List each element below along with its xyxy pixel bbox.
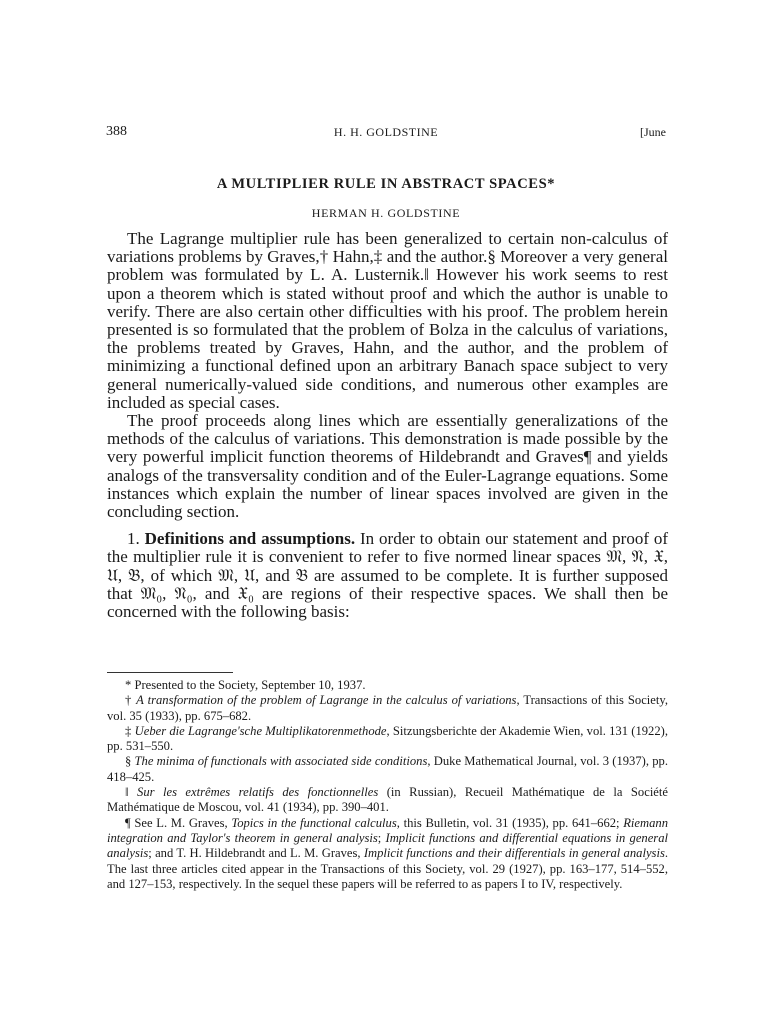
footnote-cited-title: The minima of functionals with associated side conditions [134,754,428,769]
body-paragraph-2: The proof proceeds along lines which are essentially generalizations of the methods of the calculus of variations. This demonstration is made possible by the very powerful implicit function theorems of Hildebrandt and Graves¶ and yields analogs of the transversality condition and of the Euler-Lagrange equations. Some instances which explain the number of linear spaces involved are given in the concluding section. [107,411,668,522]
footnote-citation: , this Bulletin, vol. 31 (1935), pp. 641–662; [396,815,624,830]
footnote-citation: . The last three articles cited appear in the Transactions of this Society, vol. 29 (1927), pp. 163–177, 514–552, and 127–153, respectively. In the sequel these papers will be referred to as papers I to IV, respectively. [107,846,668,891]
body-paragraph-1: The Lagrange multiplier rule has been generalized to certain non-calculus of variations problems by Graves,† Hahn,‡ and the author.§ Moreover a very general problem was formulated by L. A. Lusternik.‖ However his work seems to rest upon a theorem which is stated without proof and which the author is unable to verify. There are also certain other difficulties with his proof. The problem herein presented is so formulated that the problem of Bolza in the calculus of variations, the problems treated by Graves, Hahn, and the author, and the problem of minimizing a functional defined upon an arbitrary Banach space subject to very general numerically-valued side conditions, and numerous other examples are included as special cases. [107,229,668,412]
page-number: 388 [106,124,127,139]
footnote-1: * Presented to the Society, September 10, 1937. [125,678,366,692]
footnote-citation: (in Russian), Recueil Mathématique de la Société Mathématique de Moscou, vol. 41 (1934), pp. 390–401. [107,785,668,815]
footnote-4 [107,754,668,785]
footnote-cited-title: Topics in the functional calculus [231,815,397,830]
footnote-citation: , Duke Mathematical Journal, vol. 3 (1937), pp. 418–425. [107,754,668,784]
footnote-3 [107,724,668,755]
footnote-5 [107,785,668,816]
section-1-paragraph [107,530,668,621]
section-heading: Definitions and assumptions. [144,529,356,549]
article-author: HERMAN H. GOLDSTINE [311,206,461,220]
article-body [107,230,668,621]
footnote-divider [107,672,233,673]
footnote-cited-title: Ueber die Lagrange'sche Multiplikatorenmethode [134,723,387,738]
section-1-text: In order to obtain our statement and proof of the multiplier rule it is convenient to refer to five normed linear spaces 𝔐, 𝔑, 𝔛, 𝔘, 𝔅, of which 𝔐, 𝔘, and 𝔅 are assumed to be complete. It is further supposed that 𝔐₀, 𝔑₀, and 𝔛₀ are regions of their respective spaces. We shall then be concerned with the following basis: [107,529,669,622]
footnote-citation: ; and T. H. Hildebrandt and L. M. Graves, [148,846,364,861]
footnotes [107,678,668,892]
footnote-cited-title: Riemann integration and Taylor's theorem in general analysis [107,815,669,845]
footnote-mark: † [125,693,137,708]
article-title: A MULTIPLIER RULE IN ABSTRACT SPACES* [216,176,556,192]
footnote-citation: , Transactions of this Society, vol. 35 (1933), pp. 675–682. [107,693,668,723]
footnote-cited-title: Sur les extrêmes relatifs des fonctionnelles [137,785,379,800]
running-header [106,124,666,142]
footnote-2 [107,693,668,724]
running-head-date: [June [640,125,666,139]
footnote-cited-title: Implicit functions and differential equations in general analysis [107,830,668,861]
section-number: 1. [127,529,140,549]
footnote-citation: ¶ See L. M. Graves, [125,815,232,830]
footnote-mark: § [125,754,135,769]
footnote-cited-title: A transformation of the problem of Lagrange in the calculus of variations [136,693,517,708]
footnote-mark: ‡ [125,723,135,738]
footnote-mark: ‖ [125,785,138,800]
running-head-author: H. H. GOLDSTINE [333,125,439,139]
footnote-citation: ; [377,830,386,845]
footnote-cited-title: Implicit functions and their differentials in general analysis [363,846,665,861]
footnote-6 [107,816,668,892]
footnote-citation: , Sitzungsberichte der Akademie Wien, vol. 131 (1922), pp. 531–550. [107,723,668,754]
